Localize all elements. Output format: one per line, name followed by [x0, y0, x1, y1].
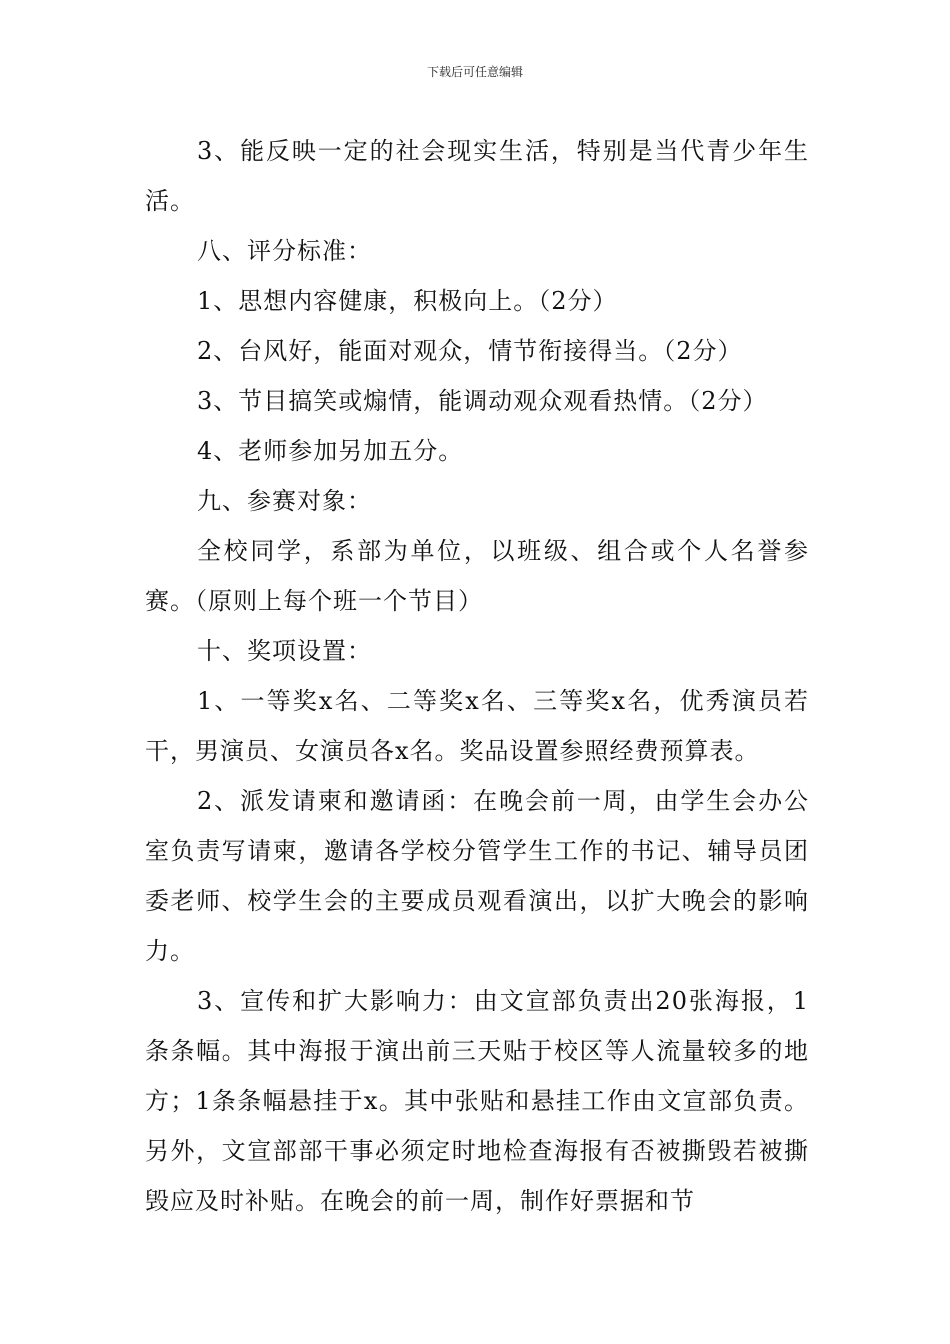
paragraph-scoring-3: 3、节目搞笑或煽情，能调动观众观看热情。（2分） [197, 387, 768, 415]
section-heading-participants: 九、参赛对象： [197, 487, 372, 515]
paragraph-awards-3: 3、宣传和扩大影响力：由文宣部负责出20张海报，1条条幅。其中海报于演出前三天贴于校区等人流量较多的地方；1条条幅悬挂于x。其中张贴和悬挂工作由文宣部负责。另外，文宣部部干事必须定时地检查海报有否被撕毁若被撕毁应及时补贴。在晚会的前一周，制作好票据和节 [145, 987, 809, 1215]
section-heading-scoring: 八、评分标准： [197, 237, 372, 265]
paragraph-scoring-2: 2、台风好，能面对观众，情节衔接得当。（2分） [197, 337, 743, 365]
paragraph-awards-2: 2、派发请柬和邀请函：在晚会前一周，由学生会办公室负责写请柬，邀请各学校分管学生工作的书记、辅导员团委老师、校学生会的主要成员观看演出，以扩大晚会的影响力。 [145, 787, 809, 965]
page-header: 下载后可任意编辑 [426, 65, 523, 79]
paragraph-awards-1: 1、一等奖x名、二等奖x名、三等奖x名，优秀演员若干，男演员、女演员各x名。奖品设置参照经费预算表。 [145, 687, 809, 765]
document-body [145, 126, 809, 1226]
paragraph-participants: 全校同学，系部为单位，以班级、组合或个人名誉参赛。（原则上每个班一个节目） [145, 537, 809, 615]
paragraph-scoring-4: 4、老师参加另加五分。 [197, 437, 464, 465]
paragraph-criteria-3: 3、能反映一定的社会现实生活，特别是当代青少年生活。 [145, 137, 809, 215]
section-heading-awards: 十、奖项设置： [197, 637, 372, 665]
paragraph-scoring-1: 1、思想内容健康，积极向上。（2分） [197, 287, 618, 315]
